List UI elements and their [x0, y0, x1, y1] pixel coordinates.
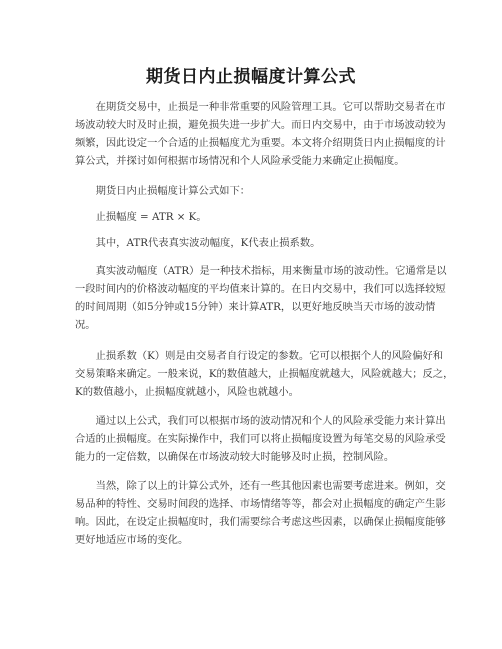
paragraph-line: 止损系数（K）则是由交易者自行设定的参数。它可以根据个人的风险偏好和 — [75, 350, 444, 362]
paragraph-definitions — [75, 234, 435, 252]
paragraph-line: 当然，除了以上的计算公式外，还有一些其他因素也需要考虑进来。例如，交 — [75, 480, 446, 492]
paragraph-line: 响。因此，在设定止损幅度时，我们需要综合考虑这些因素，以确保止损幅度能够 — [75, 516, 446, 528]
paragraph-intro — [75, 98, 446, 170]
paragraph-line: 在期货交易中，止损是一种非常重要的风险管理工具。它可以帮助交易者在市 — [75, 101, 446, 113]
paragraph-application — [75, 412, 446, 466]
paragraph-line: 期货日内止损幅度计算公式如下： — [75, 185, 251, 197]
paragraph-k — [75, 347, 454, 401]
paragraph-formula-intro — [75, 182, 435, 200]
paragraph-line: 场波动较大时及时止损，避免损失进一步扩大。而日内交易中，由于市场波动较为 — [75, 119, 446, 131]
paragraph-line: K的数值越小，止损幅度就越小，风险也就越小。 — [75, 386, 299, 398]
paragraph-line: 况。 — [75, 319, 96, 331]
paragraph-line: 易品种的特性、交易时间段的选择、市场情绪等等，都会对止损幅度的确定产生影 — [75, 498, 446, 510]
paragraph-line: 真实波动幅度（ATR）是一种技术指标，用来衡量市场的波动性。它通常是以 — [75, 265, 447, 277]
paragraph-line: 频繁，因此设定一个合适的止损幅度尤为重要。本文将介绍期货日内止损幅度的计 — [75, 137, 446, 149]
paragraph-line: 的时间周期（如5分钟或15分钟）来计算ATR，以更好地反映当天市场的波动情 — [75, 301, 436, 313]
paragraph-line: 算公式，并探讨如何根据市场情况和个人风险承受能力来确定止损幅度。 — [75, 155, 405, 167]
paragraph-formula — [75, 208, 435, 226]
paragraph-line: 一段时间内的价格波动幅度的平均值来计算的。在日内交易中，我们可以选择较短 — [75, 283, 446, 295]
document-title: 期货日内止损幅度计算公式 — [146, 67, 356, 87]
paragraph-line: 合适的止损幅度。在实际操作中，我们可以将止损幅度设置为每笔交易的风险承受 — [75, 433, 446, 445]
paragraph-line: 能力的一定倍数，以确保在市场波动较大时能够及时止损，控制风险。 — [75, 451, 395, 463]
paragraph-line: 更好地适应市场的变化。 — [75, 534, 189, 546]
paragraph-atr — [75, 262, 447, 334]
paragraph-line: 止损幅度 = ATR × K。 — [75, 211, 207, 223]
paragraph-line: 交易策略来确定。一般来说，K的数值越大，止损幅度就越大，风险就越大；反之， — [75, 368, 454, 380]
paragraph-other-factors — [75, 477, 446, 549]
paragraph-line: 其中，ATR代表真实波动幅度，K代表止损系数。 — [75, 237, 321, 249]
paragraph-line: 通过以上公式，我们可以根据市场的波动情况和个人的风险承受能力来计算出 — [75, 415, 446, 427]
